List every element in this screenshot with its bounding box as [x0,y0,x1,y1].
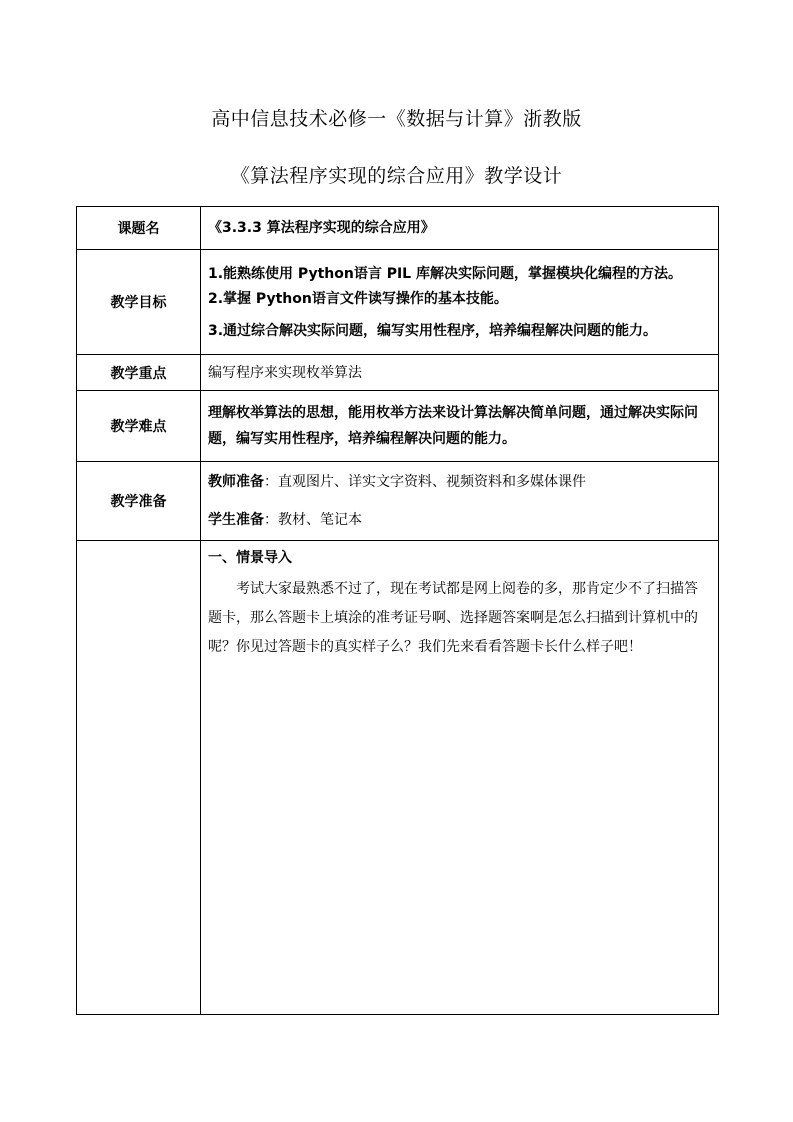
key-points-label: 教学重点 [77,355,201,391]
difficulties-label: 教学难点 [77,391,201,462]
intro-paragraph: 考试大家最熟悉不过了，现在考试都是网上阅卷的多，那肯定少不了扫描答题卡，那么答题卡上填涂的准考证号啊、选择题答案啊是怎么扫描到计算机中的呢？你见过答题卡的真实样子么？我们先来看看答题卡长什么样子吧！ [208,581,698,655]
preparation-cell [201,462,719,541]
lesson-plan-table [76,206,719,1015]
topic-value: 《3.3.3 算法程序实现的综合应用》 [201,207,719,250]
student-preparation-label: 学生准备 [208,512,264,528]
teacher-preparation [208,471,714,493]
preparation-label: 教学准备 [77,462,201,541]
difficulties-value: 理解枚举算法的思想，能用枚举方法来设计算法解决简单问题，通过解决实际问题，编写实用性程序，培养编程解决问题的能力。 [201,391,719,462]
table-row-preparation [77,462,719,541]
key-points-value: 编写程序来实现枚举算法 [201,355,719,391]
process-cell [201,541,719,1015]
objective-item-3: 3.通过综合解决实际问题，编写实用性程序，培养编程解决问题的能力。 [208,322,658,339]
table-row-topic [77,207,719,250]
table-row-objectives [77,250,719,355]
topic-label: 课题名 [77,207,201,250]
process-label [77,541,201,1015]
table-row-process [77,541,719,1015]
section-heading-intro: 一、情景导入 [208,550,292,566]
objectives-cell [201,250,719,355]
teacher-preparation-label: 教师准备 [208,474,264,490]
objective-item-1: 1.能熟练使用 Python语言 PIL 库解决实际问题，掌握模块化编程的方法。 [208,265,682,282]
student-preparation [208,509,714,531]
objective-item-2: 2.掌握 Python语言文件读写操作的基本技能。 [208,290,508,307]
document-subtitle: 《算法程序实现的综合应用》教学设计 [230,165,563,187]
teacher-preparation-value: ：直观图片、详实文字资料、视频资料和多媒体课件 [264,474,586,490]
document-title: 高中信息技术必修一《数据与计算》浙教版 [211,108,582,130]
table-row-key-points [77,355,719,391]
student-preparation-value: ：教材、笔记本 [264,512,362,528]
table-row-difficulties [77,391,719,462]
objectives-label: 教学目标 [77,250,201,355]
